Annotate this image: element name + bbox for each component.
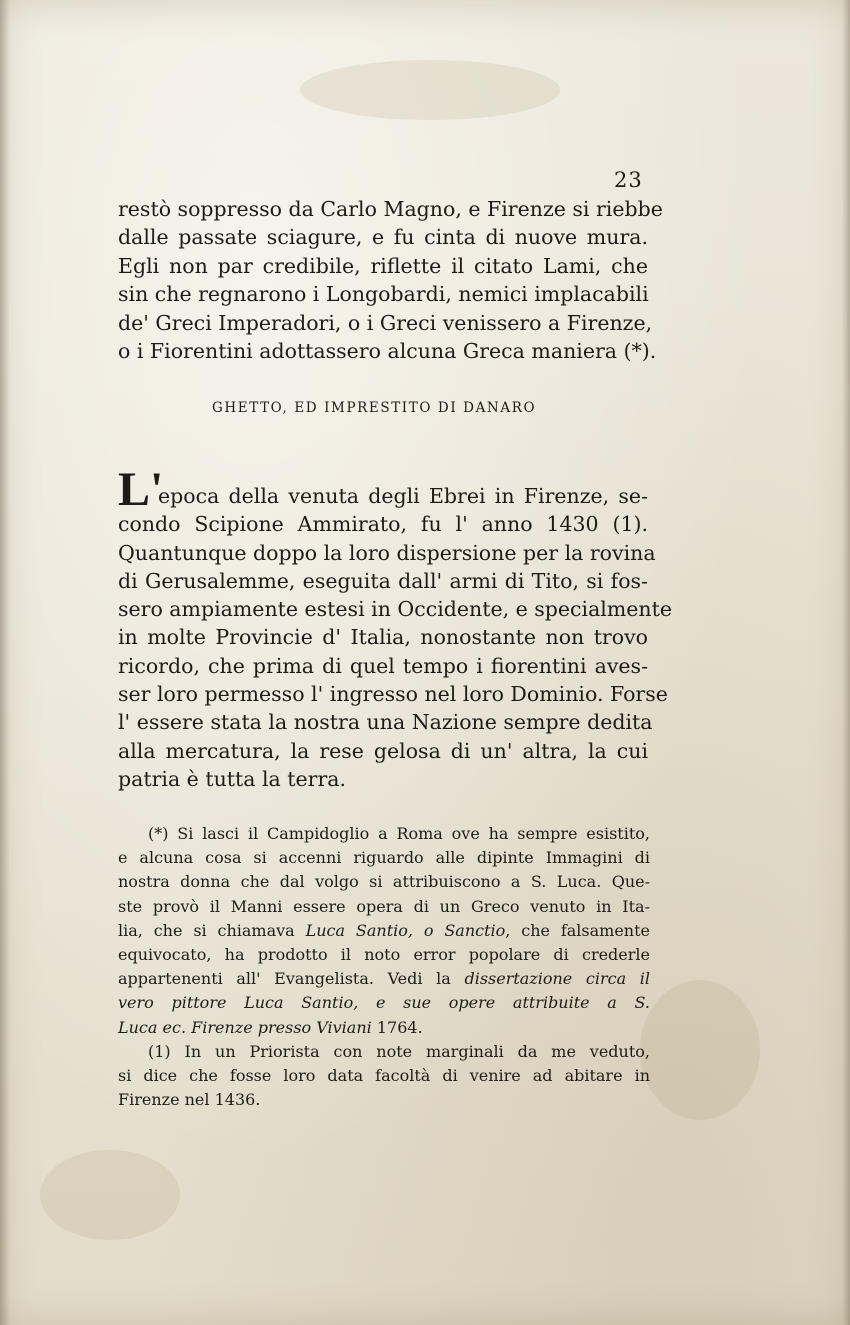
footnote-line: Firenze nel 1436. (118, 1090, 261, 1110)
footnote-italic: dissertazione circa il (464, 969, 651, 989)
paper-stain (300, 60, 560, 120)
paper-stain (40, 1150, 180, 1240)
footnote-line (118, 919, 650, 943)
text-line: epoca della venuta degli Ebrei in Firenze, se- (158, 484, 648, 508)
footnote-italic: Luca ec. Firenze presso Viviani (118, 1017, 372, 1037)
text-line: alla mercatura, la rese gelosa di un' altra, la cui (118, 738, 648, 763)
footnote-text: , che falsamente (505, 920, 651, 940)
text-line: ricordo, che prima di quel tempo i fiorentini aves- (118, 653, 648, 678)
footnote-line (118, 1016, 650, 1040)
text-line: sero ampiamente estesi in Occidente, e specialmente (118, 597, 672, 622)
footnote-text: appartenenti all' Evangelista. Vedi la (118, 969, 451, 989)
paper-stain (640, 980, 760, 1120)
text-line: di Gerusalemme, eseguita dall' armi di Tito, si fos- (118, 568, 648, 593)
footnote-line: e alcuna cosa si accenni riguardo alle dipinte Immagini di (118, 848, 650, 868)
drop-cap: L' (118, 463, 164, 516)
page-edge-right (842, 0, 850, 1325)
footnote-line: nostra donna che dal volgo si attribuiscono a S. Luca. Que- (118, 872, 650, 892)
text-line: de' Greci Imperadori, o i Greci venissero a Firenze, (118, 310, 653, 335)
top-paragraph (118, 195, 663, 365)
main-paragraph (118, 482, 672, 793)
text-line: condo Scipione Ammirato, fu l' anno 1430 (1). (118, 512, 648, 537)
footnote-line (118, 967, 650, 991)
footnote-line: vero pittore Luca Santio, e sue opere attribuite a S. (118, 993, 650, 1013)
page-number: 23 (614, 168, 643, 192)
text-line: Egli non par credibile, riflette il citato Lami, che (118, 253, 648, 278)
footnote-line: (1) In un Priorista con note marginali da me veduto, (148, 1041, 650, 1061)
footnote-line: si dice che fosse loro data facoltà di venire ad abitare in (118, 1066, 650, 1086)
text-line: o i Fiorentini adottassero alcuna Greca maniera (*). (118, 339, 657, 364)
footnote-italic: Luca Santio, o Sanctio (305, 920, 506, 940)
text-line: sin che regnarono i Longobardi, nemici implacabili (118, 282, 649, 307)
footnote-line: ste provò il Manni essere opera di un Greco venuto in Ita- (118, 896, 650, 916)
text-line: patria è tutta la terra. (118, 766, 346, 791)
text-line: Quantunque doppo la loro dispersione per la rovina (118, 540, 656, 565)
text-line: dalle passate sciagure, e fu cinta di nuove mura. (118, 225, 648, 250)
footnote-text: lia, che si chiamava (118, 920, 295, 940)
text-line: in molte Provincie d' Italia, nonostante non trovo (118, 625, 648, 650)
text-line: restò soppresso da Carlo Magno, e Firenze si riebbe (118, 197, 663, 221)
footnote-text: 1764. (376, 1017, 423, 1037)
footnote-line: equivocato, ha prodotto il noto error popolare di crederle (118, 945, 650, 965)
text-line: l' essere stata la nostra una Nazione sempre dedita (118, 710, 653, 735)
page-edge-left (0, 0, 10, 1325)
footnotes (118, 822, 650, 1112)
section-heading: GHETTO, ED IMPRESTITO DI DANARO (212, 400, 537, 416)
footnote-line: (*) Si lasci il Campidoglio a Roma ove ha sempre esistito, (148, 824, 650, 843)
text-line: ser loro permesso l' ingresso nel loro Dominio. Forse (118, 682, 668, 707)
